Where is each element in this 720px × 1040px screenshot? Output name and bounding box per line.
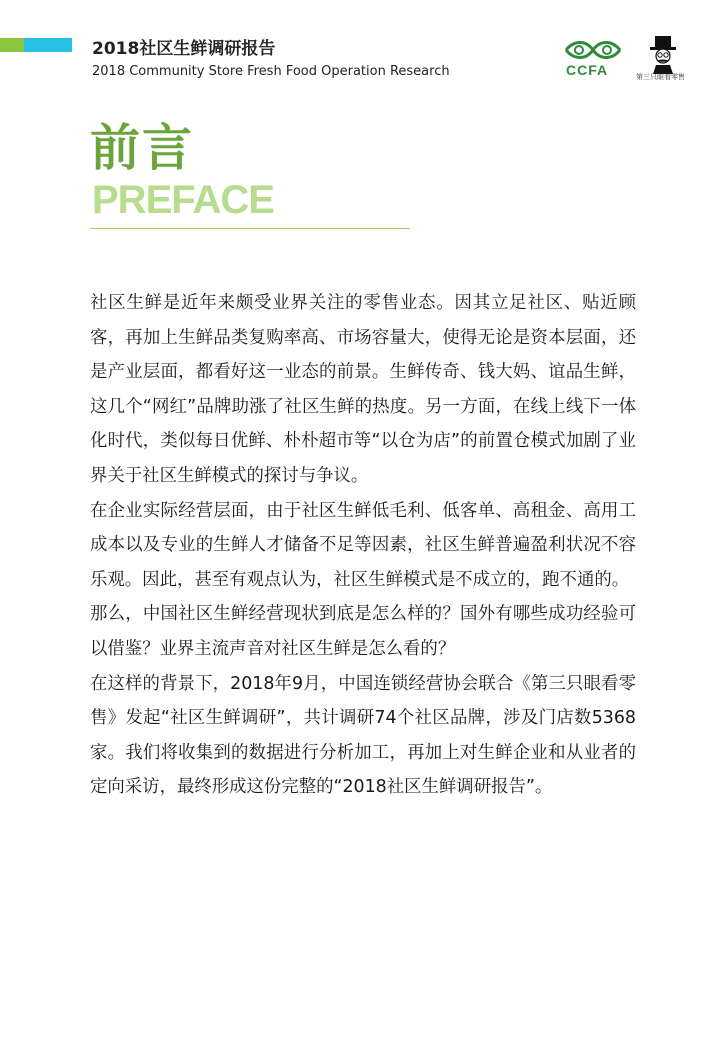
- header-accent-bar-blue: [24, 38, 72, 52]
- report-subtitle: 2018 Community Store Fresh Food Operation Research: [92, 64, 450, 79]
- paragraph: 在企业实际经营层面，由于社区生鲜低毛利、低客单、高租金、高用工成本以及专业的生鲜人才储备不足等因素，社区生鲜普遍盈利状况不容乐观。因此，甚至有观点认为，社区生鲜模式是不成立的，跑不通的。: [90, 500, 636, 590]
- paragraph: 那么，中国社区生鲜经营现状到底是怎么样的？国外有哪些成功经验可以借鉴？业界主流声音对社区生鲜是怎么看的？: [90, 604, 636, 659]
- paragraph: 在这样的背景下，2018年9月，中国连锁经营协会联合《第三只眼看零售》发起“社区生鲜调研”，共计调研74个社区品牌，涉及门店数5368家。我们将收集到的数据进行分析加工，再加上对生鲜企业和从业者的定向采访，最终形成这份完整的“2018社区生鲜调研报告”。: [90, 673, 636, 798]
- paragraph: 社区生鲜是近年来颇受业界关注的零售业态。因其立足社区、贴近顾客，再加上生鲜品类复购率高、市场容量大，使得无论是资本层面，还是产业层面，都看好这一业态的前景。生鲜传奇、钱大妈、谊品生鲜，这几个“网红”品牌助涨了社区生鲜的热度。另一方面，在线上线下一体化时代，类似每日优鲜、朴朴超市等“以仓为店”的前置仓模式加剧了业界关于社区生鲜模式的探讨与争议。: [90, 293, 636, 486]
- report-title: 2018社区生鲜调研报告: [92, 39, 276, 59]
- title-divider: [90, 228, 410, 229]
- section-title-english: PREFACE: [92, 178, 274, 222]
- ccfa-logo-text: CCFA: [566, 62, 609, 78]
- section-title-chinese: 前言: [90, 119, 194, 177]
- man-with-hat-and-mustache-icon: [640, 34, 686, 74]
- third-eye-logo-text: 第三只眼看零售: [636, 73, 685, 81]
- header-accent-bar-green: [0, 38, 24, 52]
- preface-body: [90, 286, 636, 805]
